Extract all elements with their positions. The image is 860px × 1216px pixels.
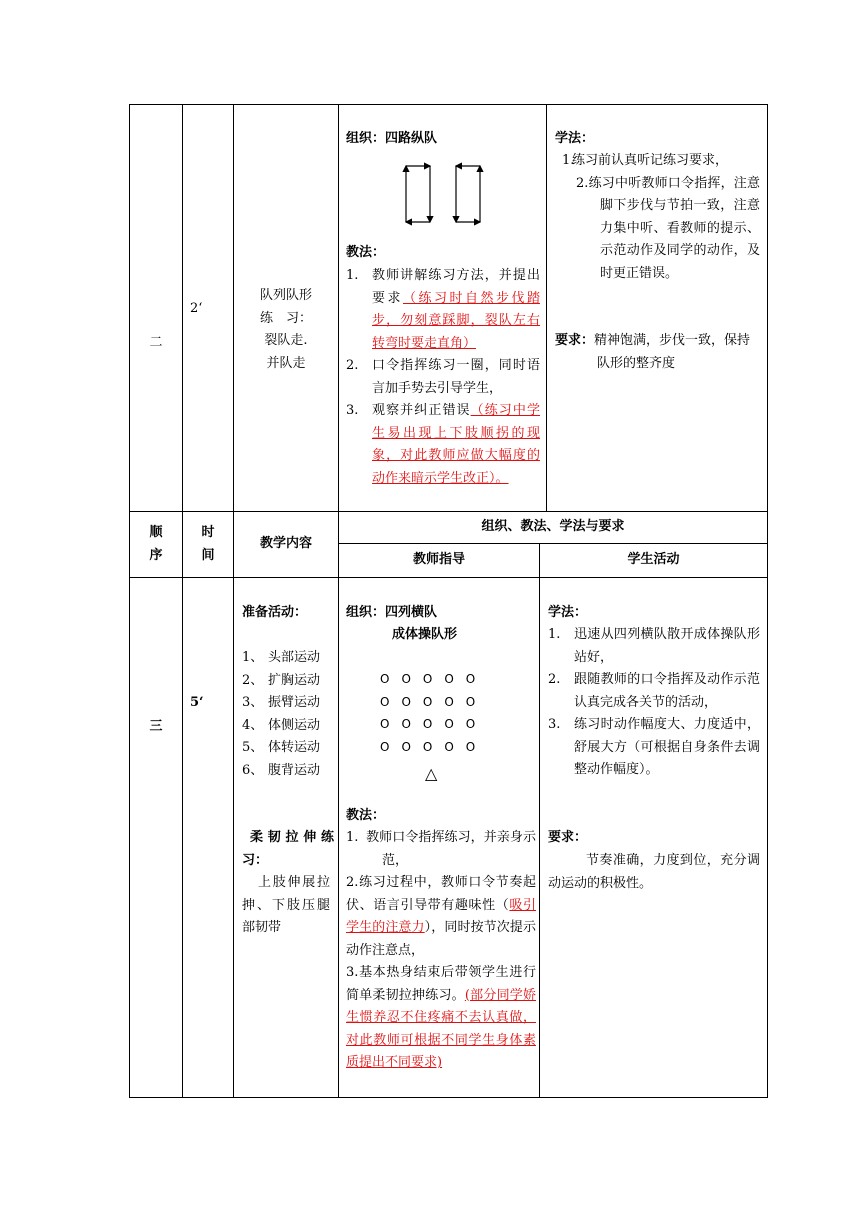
list-item: 3. 练习时动作幅度大、力度适中，舒展大方（可根据自身条件去调整动作幅度）。 — [548, 717, 760, 777]
formation-row: O O O O O — [380, 739, 476, 754]
row3-method-1: 1. 教师口令指挥练习，并亲身示范， — [346, 830, 536, 868]
row2-study-list — [562, 150, 760, 285]
row2-method-list — [346, 265, 540, 490]
formation-row: O O O O O — [380, 672, 476, 686]
list-item: 4、 体侧运动 — [242, 717, 321, 733]
table-border-left — [129, 104, 130, 1098]
row3-stretch-label: 柔韧拉伸练习： — [242, 830, 334, 868]
col-divider-3 — [338, 104, 339, 1098]
table-border-right — [767, 104, 768, 1098]
row3-method-3: 3.基本热身结束后带领学生进行简单柔韧拉抻练习。(部分同学娇生惯养忍不住疼痛不去认真做，对此教师可根据不同学生身体素质提出不同要求) — [346, 965, 536, 1070]
row2-requirement: 要求：精神饱满，步伐一致，保持队形的整齐度 — [555, 333, 751, 371]
teacher-position-icon: △ — [425, 764, 438, 783]
list-item: 2. 口令指挥练习一圈，同时语言加手势去引导学生， — [346, 358, 540, 396]
row3-stretch-text: 上肢伸展拉抻、下肢压腿部韧带 — [242, 875, 330, 935]
row2-org-label: 组织：四路纵队 — [346, 131, 438, 146]
header-student: 学生活动 — [627, 552, 680, 567]
row3-org-sub: 成体操队形 — [392, 627, 458, 642]
header-teacher: 教师指导 — [412, 552, 465, 567]
list-item: 2.练习中听教师口令指挥，注意脚下步伐与节拍一致，注意力集中听、看教师的提示、示范动作及同学的动作，及时更正错误。 — [576, 175, 760, 281]
list-item: 1. 迅速从四列横队散开成体操队形站好， — [548, 627, 760, 665]
column-formation-diagram — [398, 160, 490, 226]
row3-method-label: 教法： — [346, 808, 386, 823]
row2-content-line: 练 习： — [259, 310, 312, 326]
list-item: 2、 扩胸运动 — [242, 672, 321, 688]
header-time: 时间 — [201, 525, 215, 563]
row3-time: 5‘ — [190, 695, 204, 710]
table-border-top — [129, 104, 768, 105]
formation-row: O O O O O — [380, 694, 476, 709]
row2-method-label: 教法： — [346, 245, 386, 260]
row2-study-label: 学法： — [555, 131, 595, 146]
row2-content-line: 并队走 — [266, 355, 306, 371]
list-item: 3、 振臂运动 — [242, 695, 321, 710]
col-divider-2 — [233, 104, 234, 1098]
table-border-bottom — [129, 1097, 768, 1098]
row2-content — [234, 285, 338, 375]
list-item: 2. 跟随教师的口令指挥及动作示范认真完成各关节的活动， — [548, 672, 760, 710]
list-item: 1、 头部运动 — [242, 650, 321, 665]
row2-content-line: 队列队形 — [259, 288, 312, 303]
row3-study-list — [548, 624, 760, 782]
list-item: 5、 体转运动 — [242, 740, 321, 755]
formation-row: O O O O O — [380, 717, 476, 731]
header-order: 顺序 — [149, 525, 163, 563]
row2-order: 二 — [149, 335, 163, 350]
row3-study-label: 学法： — [548, 605, 588, 620]
list-item: 3. 观察并纠正错误（练习中学生易出现上下肢顺拐的现象，对此教师应做大幅度的动作来暗示学生改正）。 — [346, 403, 540, 486]
row3-req-text: 节奏准确，力度到位，充分调动运动的积极性。 — [548, 853, 760, 891]
row2-content-line: 裂队走. — [264, 333, 308, 348]
row3-order: 三 — [149, 719, 163, 734]
row3-org-label: 组织：四列横队 — [346, 605, 438, 620]
row3-req-label: 要求： — [548, 830, 588, 845]
header-sub-divider — [338, 543, 768, 544]
row3-method-2: 2.练习过程中，教师口令节奏起伏、语言引导带有趣味性（吸引学生的注意力），同时按节次提示动作注意点， — [346, 875, 536, 958]
row-divider-2 — [129, 577, 768, 578]
list-item: 1. 教师讲解练习方法，并提出要求（练习时自然步伐踏步，勿刻意踩脚，裂队左右转弯时要走直角） — [346, 268, 540, 351]
formation-grid — [380, 668, 475, 758]
row2-time: 2‘ — [190, 301, 203, 316]
row3-warmup-label: 准备活动： — [242, 605, 308, 620]
row3-warmup-list — [242, 647, 336, 782]
header-group: 组织、教法、学法与要求 — [481, 519, 625, 534]
col-divider-1 — [182, 104, 183, 1098]
list-item: 6、 腹背运动 — [242, 762, 321, 778]
row-divider-1 — [129, 511, 768, 512]
col-divider-4a — [546, 104, 547, 511]
col-divider-4b — [539, 543, 540, 1098]
list-item: 1. 练习前认真听记练习要求， — [562, 153, 729, 168]
header-content: 教学内容 — [259, 536, 312, 551]
